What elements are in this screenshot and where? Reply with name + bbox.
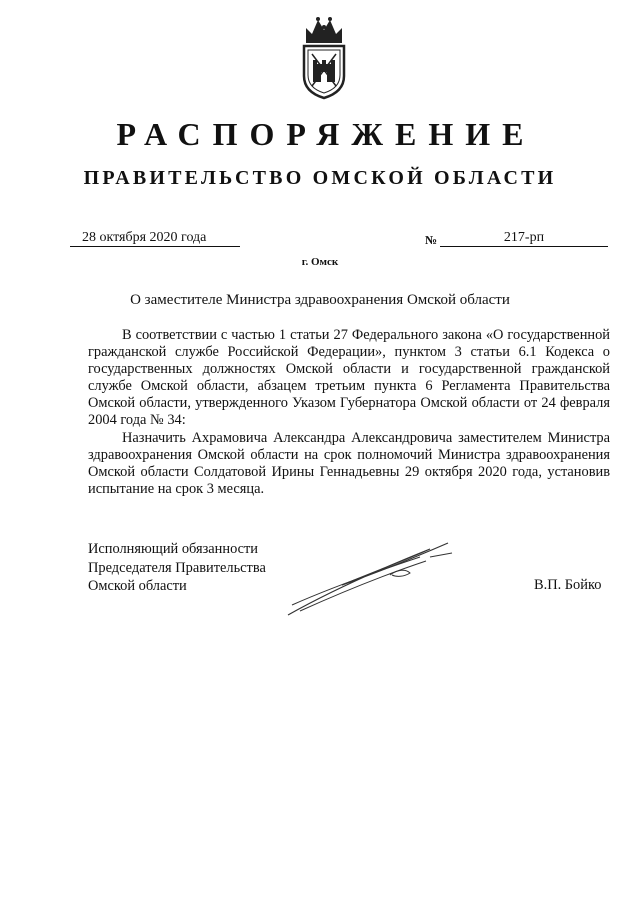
city-label: г. Омск bbox=[301, 256, 339, 268]
body-paragraph: В соответствии с частью 1 статьи 27 Федерального закона «О государственной гражданской службе Российской Федерации», пунктом 3 статьи 6.1 Кодекса о государственных должностях Омской области и государственной гражданской службе Омской области, абзацем третьим пункта 6 Регламента Правительства Омской области, утвержденного Указом Губернатора Омской области от 24 февраля 2004 года № 34: bbox=[88, 327, 610, 429]
signer-title bbox=[88, 540, 266, 596]
document-body bbox=[88, 327, 610, 498]
document-type-title: РАСПОРЯЖЕНИЕ bbox=[116, 116, 536, 152]
body-paragraph: Назначить Ахрамовича Александра Александровича заместителем Министра здравоохранения Омской области на срок полномочий Министра здравоохранения Омской области Солдатовой Ирины Геннадьевны 29 октября 2020 года, установив испытание на срок 3 месяца. bbox=[88, 429, 610, 497]
organization-name: ПРАВИТЕЛЬСТВО ОМСКОЙ ОБЛАСТИ bbox=[83, 167, 557, 189]
handwritten-signature-icon bbox=[280, 535, 460, 620]
document-subject: О заместителе Министра здравоохранения Омской области bbox=[130, 292, 510, 308]
omsk-region-coat-of-arms-icon bbox=[296, 10, 352, 100]
signer-title-line: Омской области bbox=[88, 578, 187, 594]
signer-title-line: Председателя Правительства bbox=[88, 559, 266, 576]
signer-title-line: Исполняющий обязанности bbox=[88, 541, 259, 557]
number-label: № bbox=[425, 233, 438, 247]
signer-name: В.П. Бойко bbox=[534, 577, 602, 593]
document-date: 28 октября 2020 года bbox=[70, 230, 240, 247]
document-number: 217-рп bbox=[440, 230, 608, 247]
